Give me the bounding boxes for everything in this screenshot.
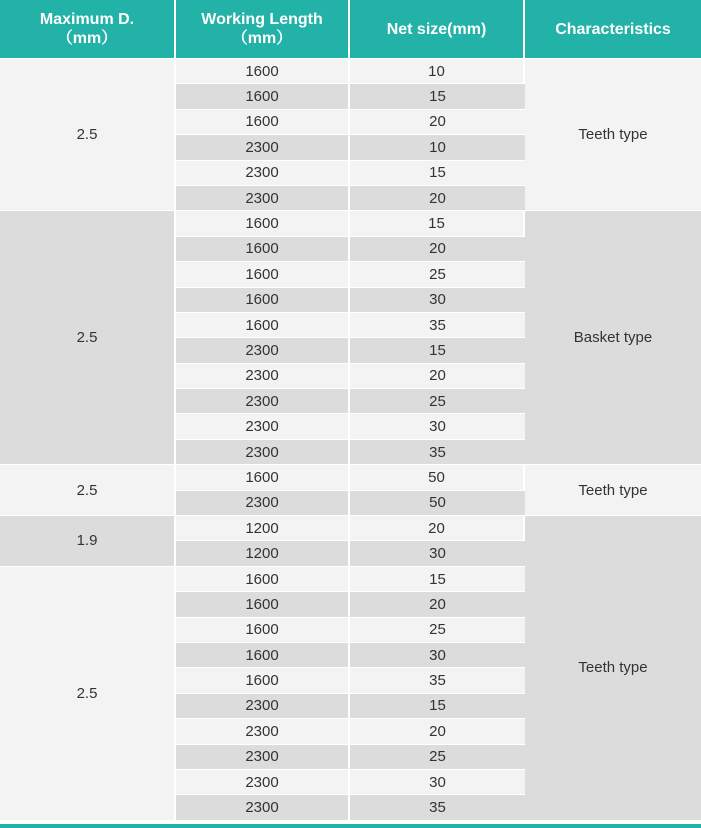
net-size-cell: 35 — [350, 439, 525, 464]
table-bottom-border — [0, 824, 701, 828]
net-size-cell: 15 — [350, 160, 525, 185]
net-size-cell: 30 — [350, 413, 525, 438]
working-length-cell: 1600 — [176, 261, 350, 286]
table-body — [0, 58, 701, 820]
table-header — [0, 0, 701, 58]
net-size-cell: 15 — [350, 693, 525, 718]
working-length-cell: 1600 — [176, 83, 350, 108]
net-size-cell: 20 — [350, 591, 525, 616]
table-row — [0, 58, 701, 83]
table-row — [0, 515, 701, 540]
net-size-cell: 10 — [350, 58, 525, 83]
header-max-diameter-line2: （mm） — [56, 30, 118, 47]
characteristics-cell: Teeth type — [525, 515, 701, 820]
working-length-cell: 2300 — [176, 439, 350, 464]
header-row — [0, 0, 701, 58]
characteristics-cell: Teeth type — [525, 464, 701, 515]
header-working-length-line2: （mm） — [231, 30, 293, 47]
working-length-cell: 1600 — [176, 236, 350, 261]
max-diameter-cell: 2.5 — [0, 464, 176, 515]
net-size-cell: 35 — [350, 312, 525, 337]
net-size-cell: 25 — [350, 744, 525, 769]
working-length-cell: 2300 — [176, 413, 350, 438]
net-size-cell: 15 — [350, 210, 525, 235]
net-size-cell: 15 — [350, 566, 525, 591]
working-length-cell: 2300 — [176, 160, 350, 185]
max-diameter-cell: 2.5 — [0, 210, 176, 464]
working-length-cell: 1200 — [176, 515, 350, 540]
header-net-size: Net size(mm) — [350, 0, 525, 58]
working-length-cell: 1600 — [176, 312, 350, 337]
net-size-cell: 30 — [350, 769, 525, 794]
net-size-cell: 15 — [350, 337, 525, 362]
working-length-cell: 2300 — [176, 134, 350, 159]
working-length-cell: 1600 — [176, 210, 350, 235]
working-length-cell: 1600 — [176, 566, 350, 591]
working-length-cell: 2300 — [176, 337, 350, 362]
net-size-cell: 50 — [350, 464, 525, 489]
working-length-cell: 2300 — [176, 718, 350, 743]
header-working-length — [176, 0, 350, 58]
net-size-cell: 20 — [350, 236, 525, 261]
net-size-cell: 30 — [350, 642, 525, 667]
net-size-cell: 50 — [350, 490, 525, 515]
net-size-cell: 15 — [350, 83, 525, 108]
max-diameter-cell: 1.9 — [0, 515, 176, 566]
table-row — [0, 210, 701, 235]
max-diameter-cell: 2.5 — [0, 566, 176, 820]
working-length-cell: 1600 — [176, 642, 350, 667]
working-length-cell: 1600 — [176, 591, 350, 616]
net-size-cell: 25 — [350, 617, 525, 642]
net-size-cell: 25 — [350, 388, 525, 413]
header-characteristics: Characteristics — [525, 0, 701, 58]
working-length-cell: 2300 — [176, 769, 350, 794]
net-size-cell: 20 — [350, 363, 525, 388]
working-length-cell: 1600 — [176, 617, 350, 642]
working-length-cell: 2300 — [176, 490, 350, 515]
working-length-cell: 1600 — [176, 464, 350, 489]
net-size-cell: 20 — [350, 109, 525, 134]
working-length-cell: 1600 — [176, 667, 350, 692]
net-size-cell: 20 — [350, 718, 525, 743]
working-length-cell: 2300 — [176, 744, 350, 769]
working-length-cell: 1200 — [176, 540, 350, 565]
net-size-cell: 20 — [350, 515, 525, 540]
characteristics-cell: Teeth type — [525, 58, 701, 210]
table-row — [0, 464, 701, 489]
net-size-cell: 30 — [350, 287, 525, 312]
header-working-length-line1: Working Length — [201, 11, 323, 28]
net-size-cell: 35 — [350, 667, 525, 692]
net-size-cell: 35 — [350, 794, 525, 819]
header-max-diameter-line1: Maximum D. — [39, 11, 135, 28]
header-max-diameter — [0, 0, 176, 58]
working-length-cell: 2300 — [176, 388, 350, 413]
working-length-cell: 2300 — [176, 794, 350, 819]
net-size-cell: 20 — [350, 185, 525, 210]
net-size-cell: 25 — [350, 261, 525, 286]
max-diameter-cell: 2.5 — [0, 58, 176, 210]
working-length-cell: 2300 — [176, 185, 350, 210]
working-length-cell: 2300 — [176, 363, 350, 388]
working-length-cell: 1600 — [176, 58, 350, 83]
working-length-cell: 1600 — [176, 109, 350, 134]
working-length-cell: 2300 — [176, 693, 350, 718]
characteristics-cell: Basket type — [525, 210, 701, 464]
net-size-cell: 30 — [350, 540, 525, 565]
working-length-cell: 1600 — [176, 287, 350, 312]
net-size-cell: 10 — [350, 134, 525, 159]
